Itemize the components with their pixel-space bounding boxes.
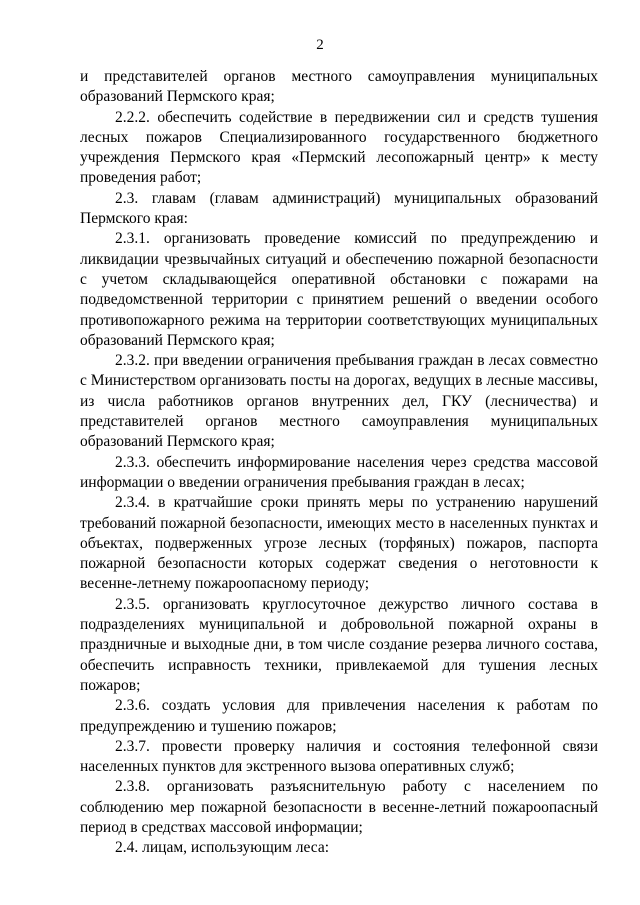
paragraph-2-3-6: 2.3.6. создать условия для привлечения населения к работам по предупреждению и тушению пожаров; [80, 697, 598, 735]
page-number: 2 [316, 37, 324, 53]
paragraph-2-3-2: 2.3.2. при введении ограничения пребывания граждан в лесах совместно с Министерством организовать посты на дорогах, ведущих в лесные массивы, из числа работников органов внутренних дел, ГКУ (лесничества) и представителей органов местного самоуправления муниципальных образований Пермского края; [80, 352, 598, 451]
paragraph-continuation: и представителей органов местного самоуправления муниципальных образований Пермского края; [80, 68, 598, 106]
paragraph-2-3-1: 2.3.1. организовать проведение комиссий по предупреждению и ликвидации чрезвычайных ситуаций и обеспечению пожарной безопасности с учетом складывающейся оперативной обстановки с пожарами на подведомственной территории с принятием решений о введении особого противопожарного режима на территории соответствующих муниципальных образований Пермского края; [80, 230, 598, 349]
paragraph-2-3-4: 2.3.4. в кратчайшие сроки принять меры по устранению нарушений требований пожарной безопасности, имеющих место в населенных пунктах и объектах, подверженных угрозе лесных (торфяных) пожаров, паспорта пожарной безопасности которых содержат сведения о неготовности к весенне-летнему пожароопасному периоду; [80, 494, 598, 593]
paragraph-2-3-5: 2.3.5. организовать круглосуточное дежурство личного состава в подразделениях муниципальной и добровольной пожарной охраны в праздничные и выходные дни, в том числе создание резерва личного состава, обеспечить исправность техники, привлекаемой для тушения лесных пожаров; [80, 595, 598, 694]
paragraph-2-3-7: 2.3.7. провести проверку наличия и состояния телефонной связи населенных пунктов для экстренного вызова оперативных служб; [80, 737, 598, 776]
paragraph-2-4: 2.4. лицам, использующим леса: [115, 839, 330, 857]
document-body [80, 67, 598, 859]
paragraph-2-3-3: 2.3.3. обеспечить информирование населения через средства массовой информации о введении ограничения пребывания граждан в лесах; [80, 453, 598, 491]
paragraph-2-3: 2.3. главам (главам администраций) муниципальных образований Пермского края: [80, 189, 598, 228]
paragraph-2-3-8: 2.3.8. организовать разъяснительную работу с населением по соблюдению мер пожарной безопасности в весенне-летний пожароопасный период в средствах массовой информации; [80, 778, 598, 836]
paragraph-2-2-2: 2.2.2. обеспечить содействие в передвижении сил и средств тушения лесных пожаров Специализированного государственного бюджетного учреждения Пермского края «Пермский лесопожарный центр» к месту проведения работ; [80, 108, 598, 187]
